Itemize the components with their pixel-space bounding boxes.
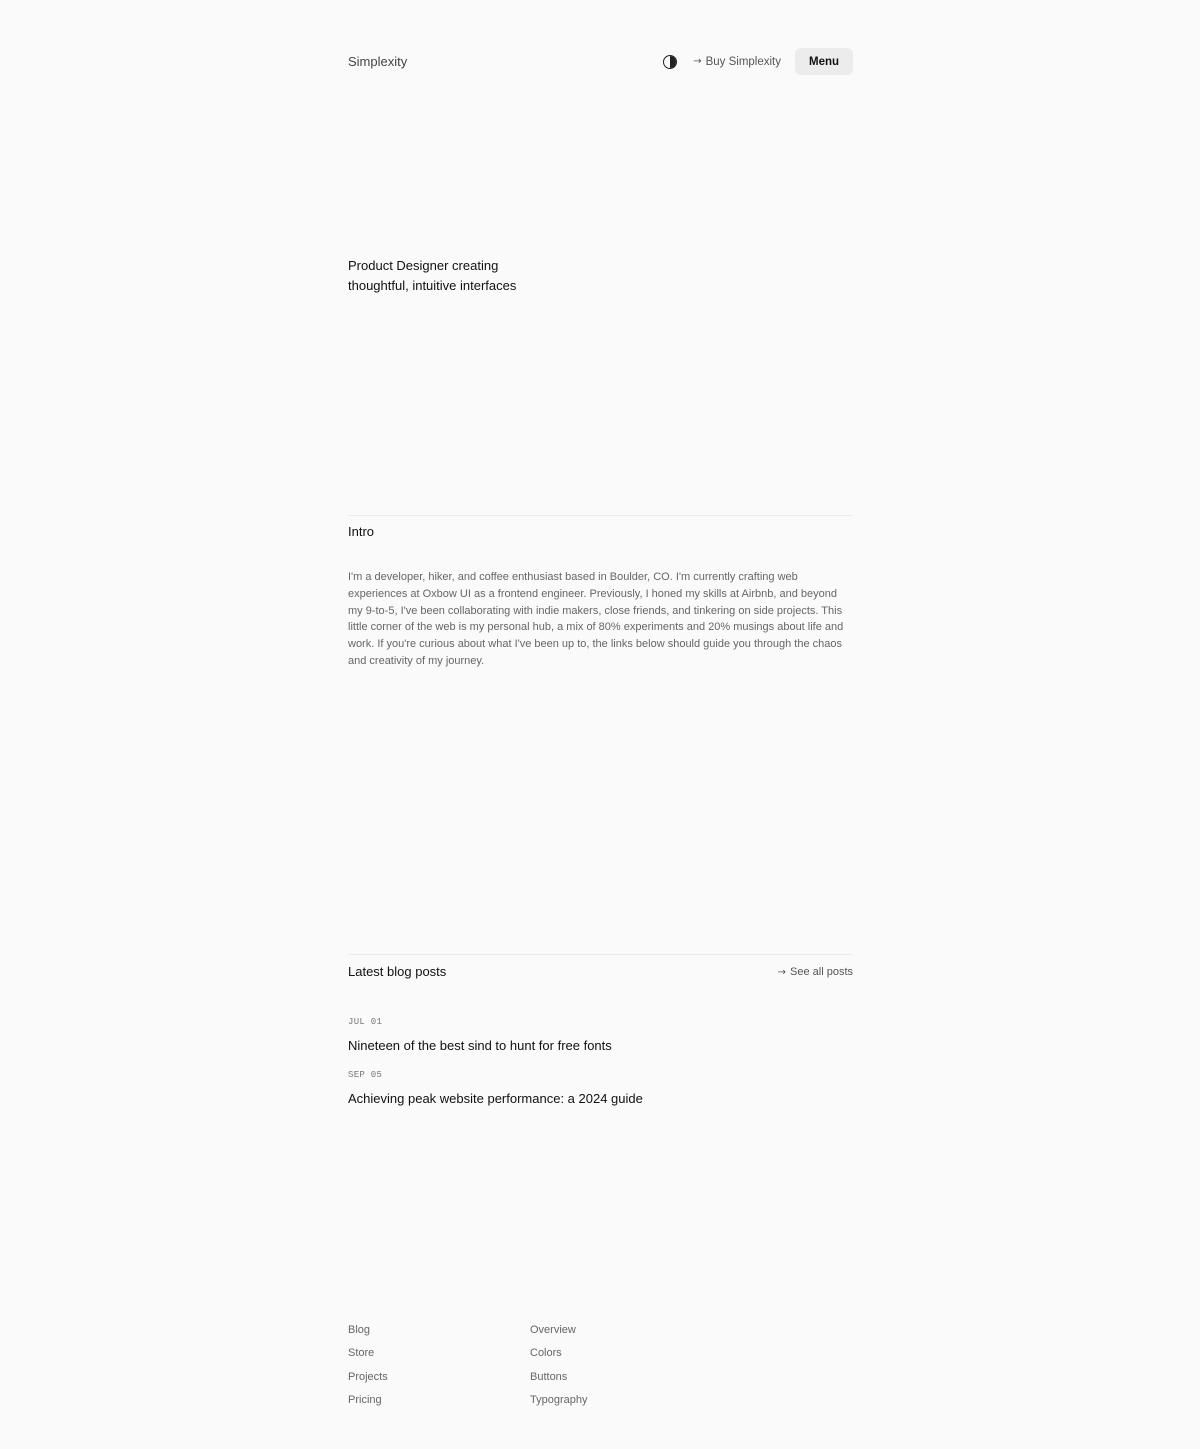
hero-tagline: [348, 256, 648, 296]
see-all-label: See all posts: [790, 966, 853, 978]
footer-link-typography[interactable]: Typography: [530, 1393, 588, 1406]
footer-nav-styleguide: [530, 1322, 712, 1415]
hero-line-2: thoughtful, intuitive interfaces: [348, 278, 517, 293]
post-title-link[interactable]: Nineteen of the best sind to hunt for free fonts: [348, 1038, 612, 1053]
blog-heading: Latest blog posts: [348, 964, 447, 979]
menu-button[interactable]: Menu: [795, 48, 853, 75]
intro-text: I'm a developer, hiker, and coffee enthusiast based in Boulder, CO. I'm currently crafting web experiences at Oxbow UI as a frontend engineer. Previously, I honed my skills at Airbnb, and beyond my 9-to-5, I've been collaborating with indie makers, close friends, and tinkering on side projects. This little corner of the web is my personal hub, a mix of 80% experiments and 20% musings about life and work. If you're curious about what I've been up to, the links below should guide you through the chaos and creativity of my journey.: [348, 571, 844, 667]
blog-post-item: [348, 1070, 853, 1106]
footer-link-buttons[interactable]: Buttons: [530, 1370, 568, 1383]
footer-link-store[interactable]: Store: [348, 1347, 375, 1360]
arrow-right-icon: →: [777, 966, 787, 978]
footer-link-projects[interactable]: Projects: [348, 1370, 388, 1383]
footer-link-overview[interactable]: Overview: [530, 1324, 576, 1336]
post-title-link[interactable]: Achieving peak website performance: a 2024 guide: [348, 1091, 643, 1106]
blog-post-item: [348, 1017, 853, 1053]
post-date: JUL 01: [348, 1017, 383, 1027]
buy-link-label: Buy Simplexity: [705, 55, 781, 68]
buy-simplexity-link[interactable]: [693, 56, 781, 68]
see-all-posts-link[interactable]: [778, 966, 853, 978]
blog-divider: [348, 954, 853, 955]
site-footer: [348, 1322, 853, 1415]
site-header: [348, 48, 853, 75]
theme-toggle-icon[interactable]: [663, 55, 677, 69]
header-actions: [663, 48, 853, 75]
footer-link-pricing[interactable]: Pricing: [348, 1393, 382, 1406]
arrow-right-icon: →: [693, 56, 702, 67]
footer-nav-primary: [348, 1322, 530, 1415]
footer-link-colors[interactable]: Colors: [530, 1347, 562, 1360]
intro-divider: [348, 515, 853, 516]
post-date: SEP 05: [348, 1070, 383, 1080]
hero-line-1: Product Designer creating: [348, 258, 499, 273]
brand-link[interactable]: Simplexity: [348, 54, 408, 69]
footer-link-blog[interactable]: Blog: [348, 1324, 371, 1336]
intro-heading: Intro: [348, 524, 375, 539]
